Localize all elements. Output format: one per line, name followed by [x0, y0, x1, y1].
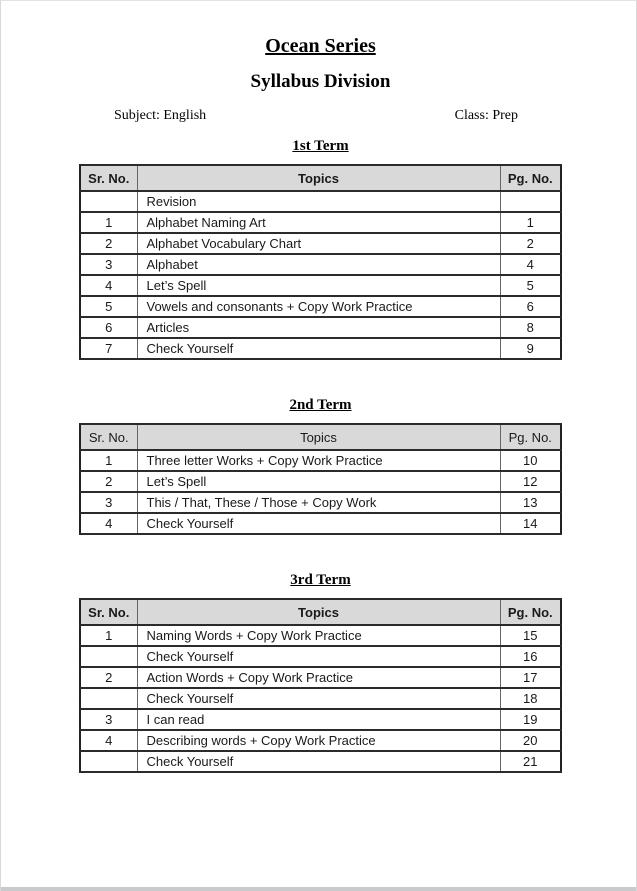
- sr-no-cell: 1: [80, 625, 137, 646]
- topic-cell: Revision: [137, 191, 500, 212]
- pg-no-cell: 6: [500, 296, 561, 317]
- topic-cell: Three letter Works + Copy Work Practice: [137, 450, 500, 471]
- subject-label: Subject: English: [114, 108, 207, 123]
- pg-no-cell: 16: [500, 646, 561, 667]
- term-section-2: [79, 396, 562, 535]
- topic-cell: Action Words + Copy Work Practice: [137, 667, 500, 688]
- topic-cell: Vowels and consonants + Copy Work Practice: [137, 296, 500, 317]
- sr-no-cell: 3: [80, 254, 137, 275]
- table-row: [80, 688, 561, 709]
- sr-no-cell: 4: [80, 730, 137, 751]
- term-heading-3rd: 3rd Term: [290, 572, 351, 588]
- sr-no-cell: 3: [80, 709, 137, 730]
- pg-no-cell: 19: [500, 709, 561, 730]
- document-content: [1, 1, 636, 773]
- topic-cell: Naming Words + Copy Work Practice: [137, 625, 500, 646]
- topic-cell: Let’s Spell: [137, 275, 500, 296]
- column-header-sr-no: Sr. No.: [80, 599, 137, 625]
- pg-no-cell: 5: [500, 275, 561, 296]
- term-heading-2nd: 2nd Term: [289, 397, 352, 413]
- column-header-topics: Topics: [137, 424, 500, 450]
- table-row: [80, 667, 561, 688]
- table-row: [80, 338, 561, 359]
- sr-no-cell: 4: [80, 275, 137, 296]
- document-subtitle: Syllabus Division: [250, 71, 391, 92]
- sr-no-cell: 6: [80, 317, 137, 338]
- pg-no-cell: 20: [500, 730, 561, 751]
- pg-no-cell: 12: [500, 471, 561, 492]
- term-section-3: [79, 571, 562, 773]
- sr-no-cell: 7: [80, 338, 137, 359]
- topic-cell: Check Yourself: [137, 751, 500, 772]
- sr-no-cell: 2: [80, 471, 137, 492]
- topic-cell: Alphabet Vocabulary Chart: [137, 233, 500, 254]
- table-row: [80, 751, 561, 772]
- topic-cell: Articles: [137, 317, 500, 338]
- column-header-sr-no: Sr. No.: [80, 165, 137, 191]
- sr-no-cell: 4: [80, 513, 137, 534]
- pg-no-cell: 21: [500, 751, 561, 772]
- pg-no-cell: 1: [500, 212, 561, 233]
- topic-cell: I can read: [137, 709, 500, 730]
- pg-no-cell: 18: [500, 688, 561, 709]
- pg-no-cell: [500, 191, 561, 212]
- sr-no-cell: [80, 191, 137, 212]
- sr-no-cell: 2: [80, 667, 137, 688]
- pg-no-cell: 9: [500, 338, 561, 359]
- pg-no-cell: 13: [500, 492, 561, 513]
- pg-no-cell: 8: [500, 317, 561, 338]
- table-header-row: [80, 165, 561, 191]
- table-row: [80, 709, 561, 730]
- topic-cell: Check Yourself: [137, 513, 500, 534]
- term-section-1: [79, 137, 562, 360]
- table-row: [80, 646, 561, 667]
- sr-no-cell: 5: [80, 296, 137, 317]
- table-header-row: [80, 424, 561, 450]
- topic-cell: This / That, These / Those + Copy Work: [137, 492, 500, 513]
- column-header-pg-no: Pg. No.: [500, 165, 561, 191]
- table-row: [80, 212, 561, 233]
- sr-no-cell: [80, 646, 137, 667]
- meta-row: [79, 107, 562, 124]
- table-row: [80, 233, 561, 254]
- topic-cell: Check Yourself: [137, 646, 500, 667]
- topic-cell: Alphabet Naming Art: [137, 212, 500, 233]
- table-row: [80, 254, 561, 275]
- table-row: [80, 275, 561, 296]
- column-header-topics: Topics: [137, 165, 500, 191]
- document-title: Ocean Series: [265, 35, 376, 57]
- sr-no-cell: 3: [80, 492, 137, 513]
- pg-no-cell: 15: [500, 625, 561, 646]
- class-label: Class: Prep: [454, 108, 518, 123]
- table-row: [80, 471, 561, 492]
- column-header-pg-no: Pg. No.: [500, 599, 561, 625]
- syllabus-table-1st-term: [79, 164, 562, 360]
- topic-cell: Describing words + Copy Work Practice: [137, 730, 500, 751]
- sr-no-cell: [80, 751, 137, 772]
- topic-cell: Let’s Spell: [137, 471, 500, 492]
- pg-no-cell: 14: [500, 513, 561, 534]
- column-header-sr-no: Sr. No.: [80, 424, 137, 450]
- sr-no-cell: 1: [80, 212, 137, 233]
- page-bottom-edge: [1, 887, 636, 891]
- sr-no-cell: 1: [80, 450, 137, 471]
- topic-cell: Alphabet: [137, 254, 500, 275]
- syllabus-table-2nd-term: [79, 423, 562, 535]
- column-header-pg-no: Pg. No.: [500, 424, 561, 450]
- sr-no-cell: 2: [80, 233, 137, 254]
- table-row: [80, 296, 561, 317]
- table-row: [80, 317, 561, 338]
- pg-no-cell: 17: [500, 667, 561, 688]
- table-row: [80, 730, 561, 751]
- table-row: [80, 625, 561, 646]
- table-row: [80, 191, 561, 212]
- term-heading-1st: 1st Term: [292, 138, 349, 154]
- pg-no-cell: 2: [500, 233, 561, 254]
- pg-no-cell: 10: [500, 450, 561, 471]
- table-row: [80, 492, 561, 513]
- column-header-topics: Topics: [137, 599, 500, 625]
- table-header-row: [80, 599, 561, 625]
- topic-cell: Check Yourself: [137, 338, 500, 359]
- sr-no-cell: [80, 688, 137, 709]
- pg-no-cell: 4: [500, 254, 561, 275]
- table-row: [80, 513, 561, 534]
- table-row: [80, 450, 561, 471]
- topic-cell: Check Yourself: [137, 688, 500, 709]
- syllabus-table-3rd-term: [79, 598, 562, 773]
